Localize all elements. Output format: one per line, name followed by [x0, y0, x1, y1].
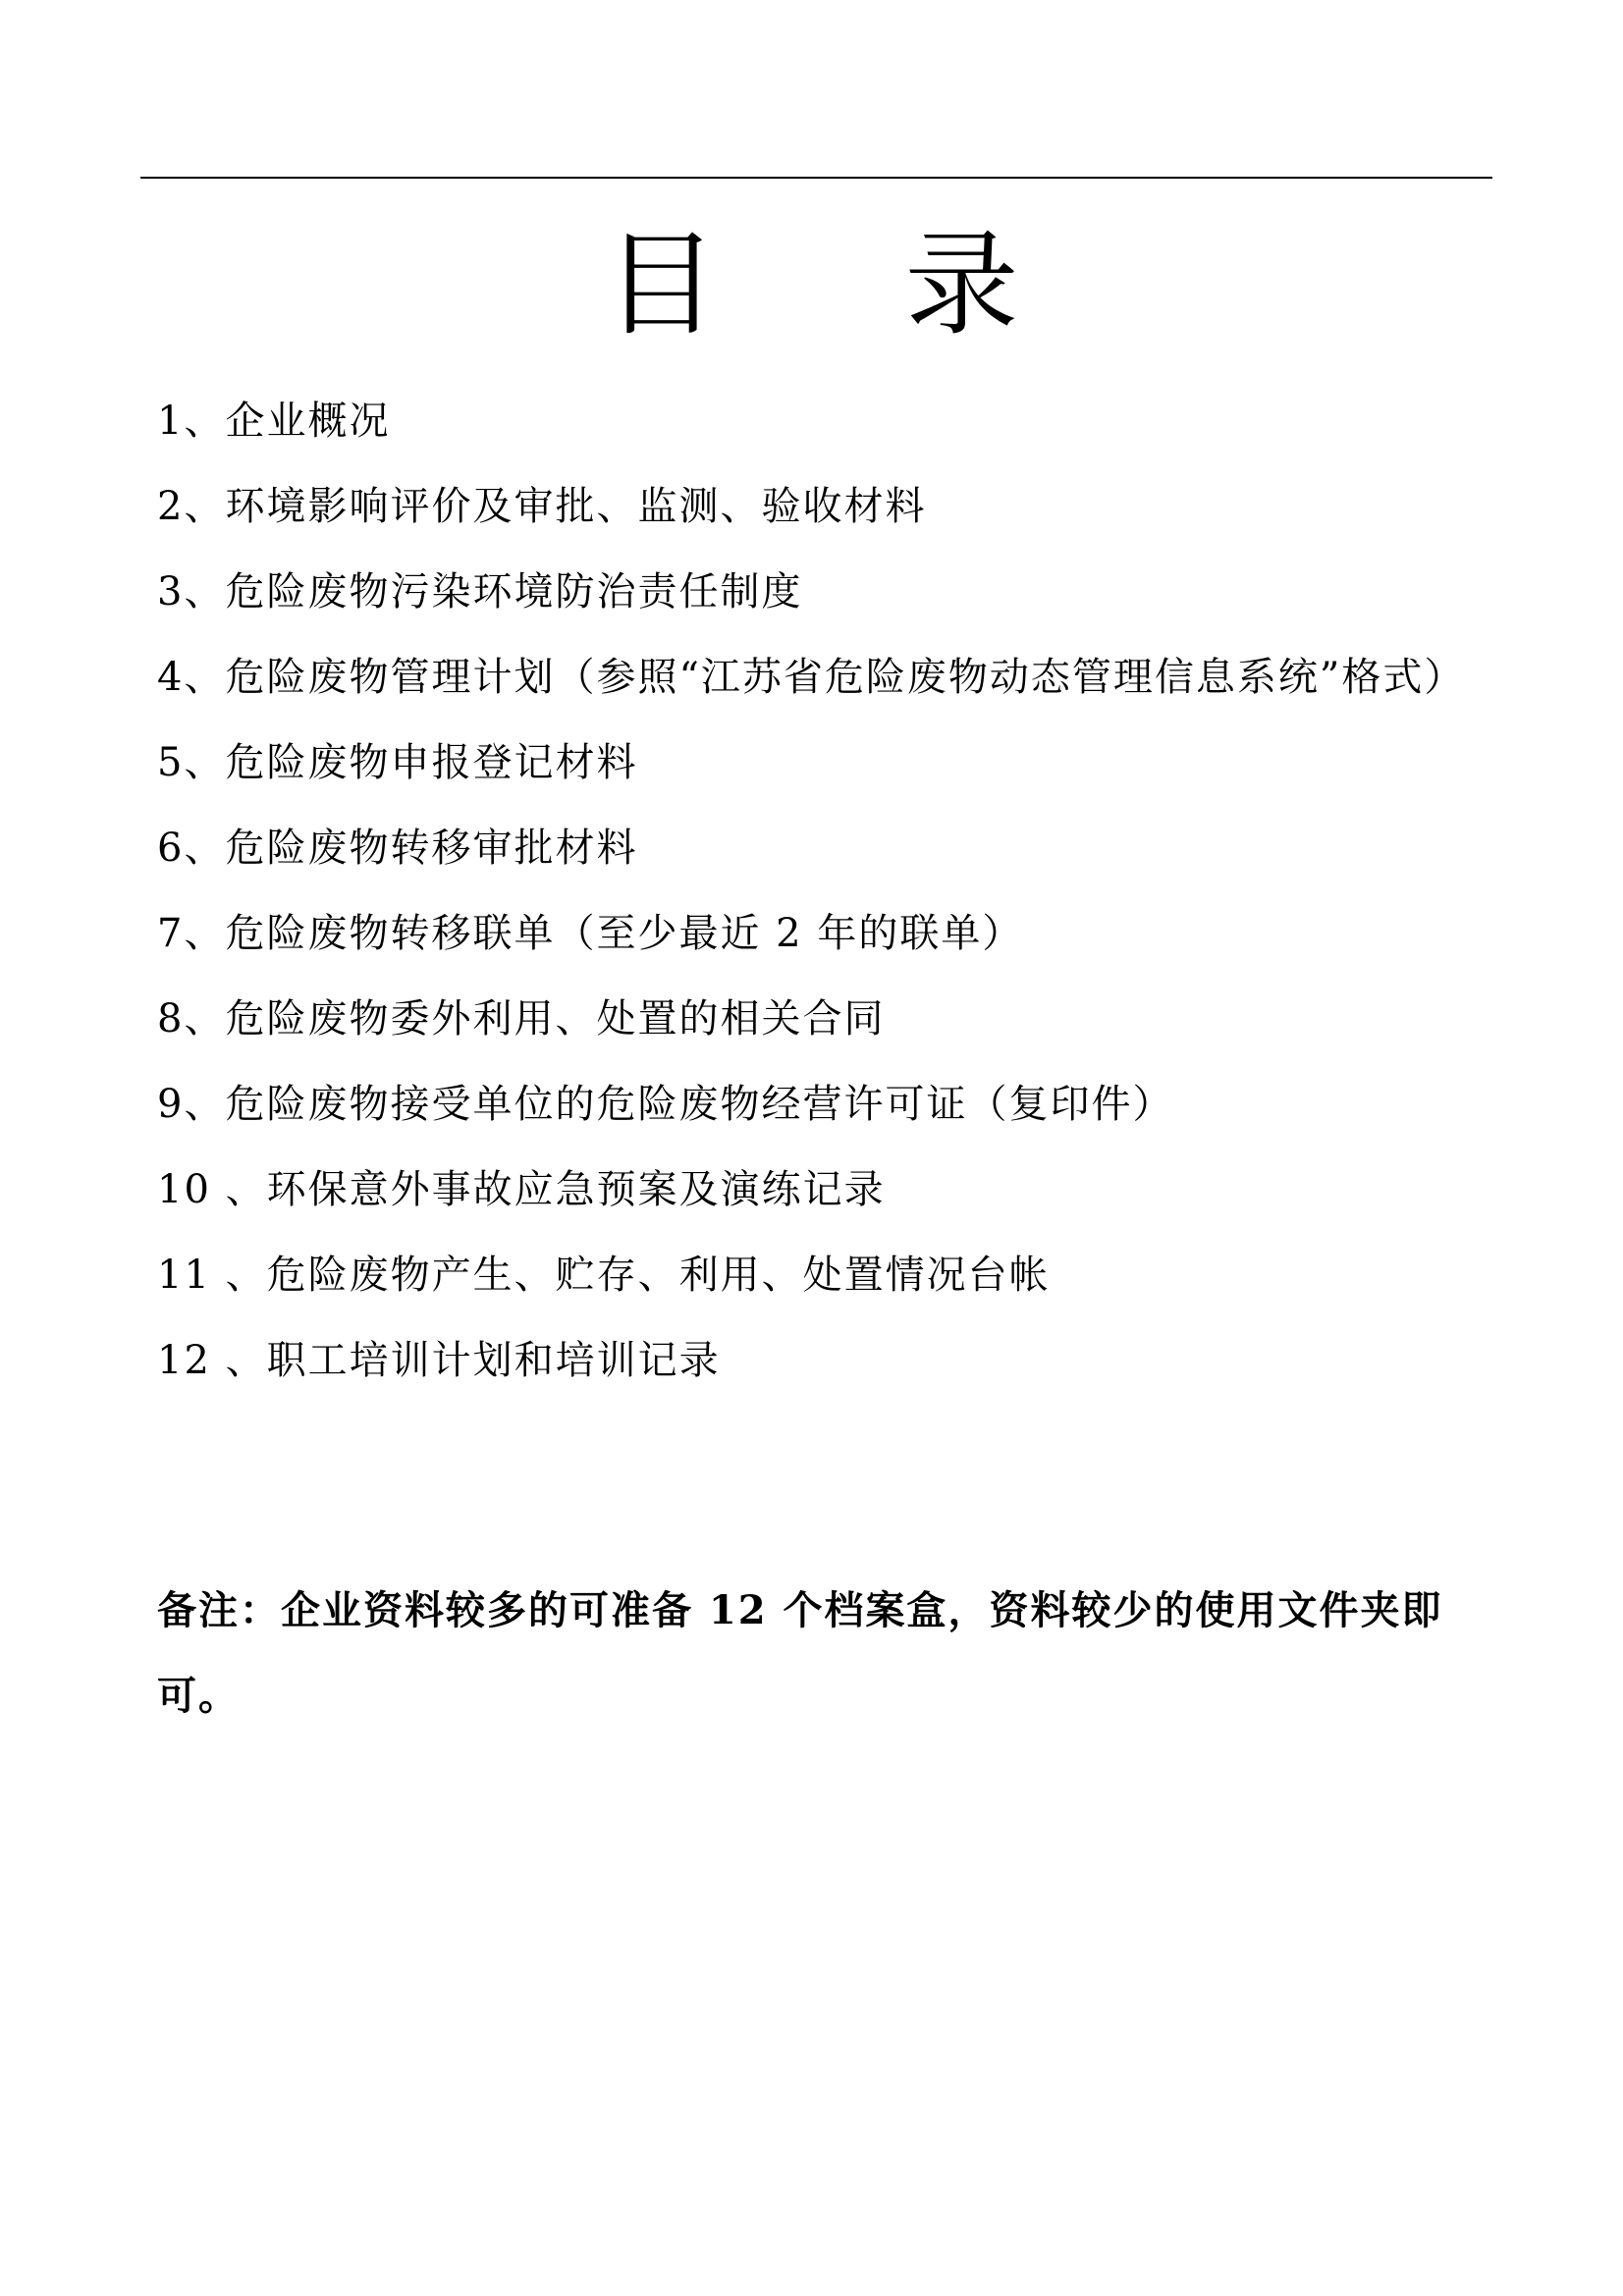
remark-note: 备注：企业资料较多的可准备 12 个档案盒，资料较少的使用文件夹即可。 [157, 1587, 1443, 1719]
title-char-1: 目 [604, 219, 719, 351]
table-of-contents [157, 379, 1492, 1404]
header-rule [140, 177, 1492, 179]
toc-item-5: 5、危险废物申报登记材料 [157, 740, 638, 785]
page-title [0, 219, 1623, 351]
toc-item-9: 9、危险废物接受单位的危险废物经营许可证（复印件） [157, 1082, 1174, 1127]
toc-item-10: 10 、环保意外事故应急预案及演练记录 [157, 1167, 886, 1212]
toc-item-8: 8、危险废物委外利用、处置的相关合同 [157, 996, 886, 1041]
toc-item-12: 12 、职工培训计划和培训记录 [157, 1338, 721, 1383]
title-char-2: 录 [904, 219, 1019, 351]
toc-item-1: 1、企业概况 [157, 399, 391, 444]
toc-item-6: 6、危险废物转移审批材料 [157, 826, 638, 871]
toc-item-4: 4、危险废物管理计划（参照“江苏省危险废物动态管理信息系统”格式） [157, 655, 1466, 700]
toc-item-3: 3、危险废物污染环境防治责任制度 [157, 569, 803, 614]
toc-item-2: 2、环境影响评价及审批、监测、验收材料 [157, 484, 927, 529]
toc-item-7: 7、危险废物转移联单（至少最近 2 年的联单） [157, 911, 1024, 956]
toc-item-11: 11 、危险废物产生、贮存、利用、处置情况台帐 [157, 1253, 1051, 1298]
